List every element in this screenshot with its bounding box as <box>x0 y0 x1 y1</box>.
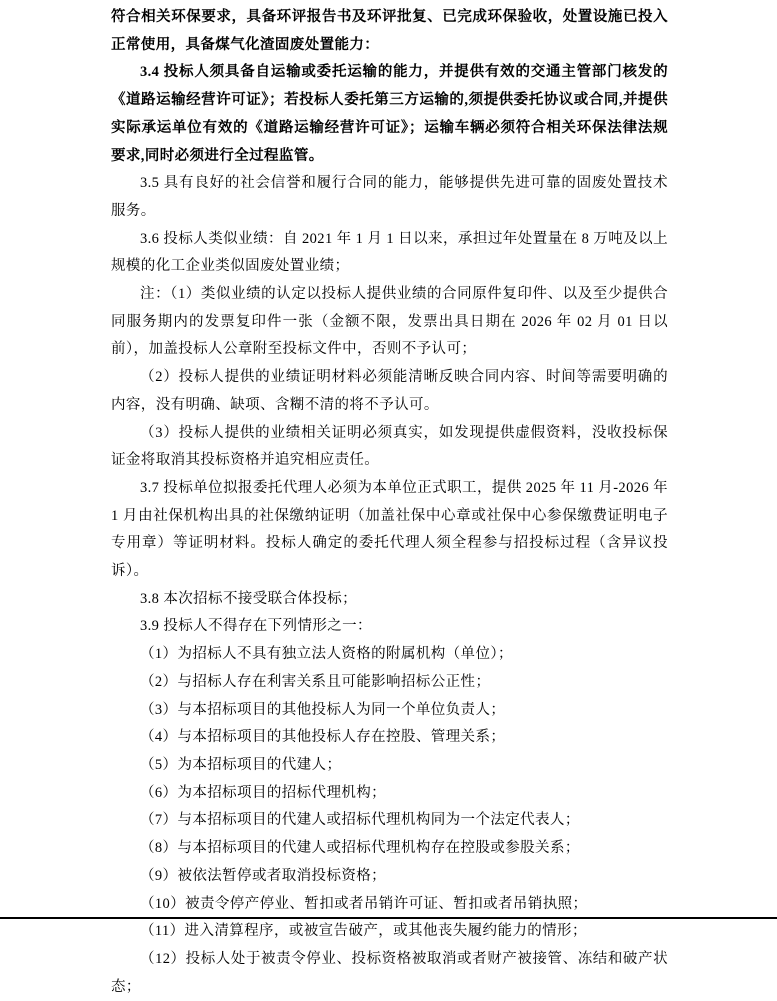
document-paragraph: （1）为招标人不具有独立法人资格的附属机构（单位）； <box>140 646 513 663</box>
document-paragraph: （3）投标人提供的业绩相关证明必须真实，如发现提供虚假资料，没收投标保证金将取消其投标资格并追究相应责任。 <box>111 424 668 469</box>
document-paragraph: （2）与招标人存在利害关系且可能影响招标公正性； <box>140 673 491 690</box>
document-paragraph: （3）与本招标项目的其他投标人为同一个单位负责人； <box>140 701 506 718</box>
document-paragraph: 3.4 投标人须具备自运输或委托运输的能力，并提供有效的交通主管部门核发的《道路运输经营许可证》；若投标人委托第三方运输的,须提供委托协议或合同,并提供实际承运单位有效的《道路运输经营许可证》；运输车辆必须符合相关环保法律法规要求,同时必须进行全过程监管。 <box>111 64 668 164</box>
document-paragraph: （7）与本招标项目的代建人或招标代理机构同为一个法定代表人； <box>140 812 580 829</box>
document-body <box>111 4 668 1001</box>
document-paragraph: （8）与本招标项目的代建人或招标代理机构存在控股或参股关系； <box>140 840 580 857</box>
document-paragraph: 3.7 投标单位拟报委托代理人必须为本单位正式职工，提供 2025 年 11 月-2026 年 1 月由社保机构出具的社保缴纳证明（加盖社保中心章或社保中心参保缴费证明电子专用章）等证明材料。投标人确定的委托代理人须全程参与招投标过程（含异议投诉）。 <box>111 479 668 580</box>
document-paragraph: （12）投标人处于被责令停业、投标资格被取消或者财产被接管、冻结和破产状态； <box>111 950 668 995</box>
document-paragraph: 3.8 本次招标不接受联合体投标； <box>140 590 358 607</box>
document-paragraph: （11）进入清算程序，或被宣告破产，或其他丧失履约能力的情形； <box>140 923 587 940</box>
document-paragraph: 符合相关环保要求，具备环评报告书及环评批复、已完成环保验收，处置设施已投入正常使用，具备煤气化渣固废处置能力： <box>111 9 668 53</box>
document-paragraph: （6）为本招标项目的招标代理机构； <box>140 784 387 801</box>
document-paragraph: 3.6 投标人类似业绩：自 2021 年 1 月 1 日以来，承担过年处置量在 8 万吨及以上规模的化工企业类似固废处置业绩； <box>111 230 668 275</box>
document-paragraph: 3.9 投标人不得存在下列情形之一： <box>140 618 372 635</box>
document-paragraph: （10）被责令停产停业、暂扣或者吊销许可证、暂扣或者吊销执照； <box>140 895 588 912</box>
document-paragraph: 注：（1）类似业绩的认定以投标人提供业绩的合同原件复印件、以及至少提供合同服务期内的发票复印件一张（金额不限，发票出具日期在 2026 年 02 月 01 日以前），加盖投标人公章附至投标文件中，否则不予认可； <box>111 286 668 358</box>
document-paragraph: （4）与本招标项目的其他投标人存在控股、管理关系； <box>140 729 506 746</box>
document-paragraph: （9）被依法暂停或者取消投标资格； <box>140 867 387 884</box>
document-paragraph: 3.5 具有良好的社会信誉和履行合同的能力，能够提供先进可靠的固废处置技术服务。 <box>111 175 668 219</box>
document-paragraph: （5）为本招标项目的代建人； <box>140 756 342 773</box>
document-paragraph: （2）投标人提供的业绩证明材料必须能清晰反映合同内容、时间等需要明确的内容，没有明确、缺项、含糊不清的将不予认可。 <box>111 369 668 413</box>
